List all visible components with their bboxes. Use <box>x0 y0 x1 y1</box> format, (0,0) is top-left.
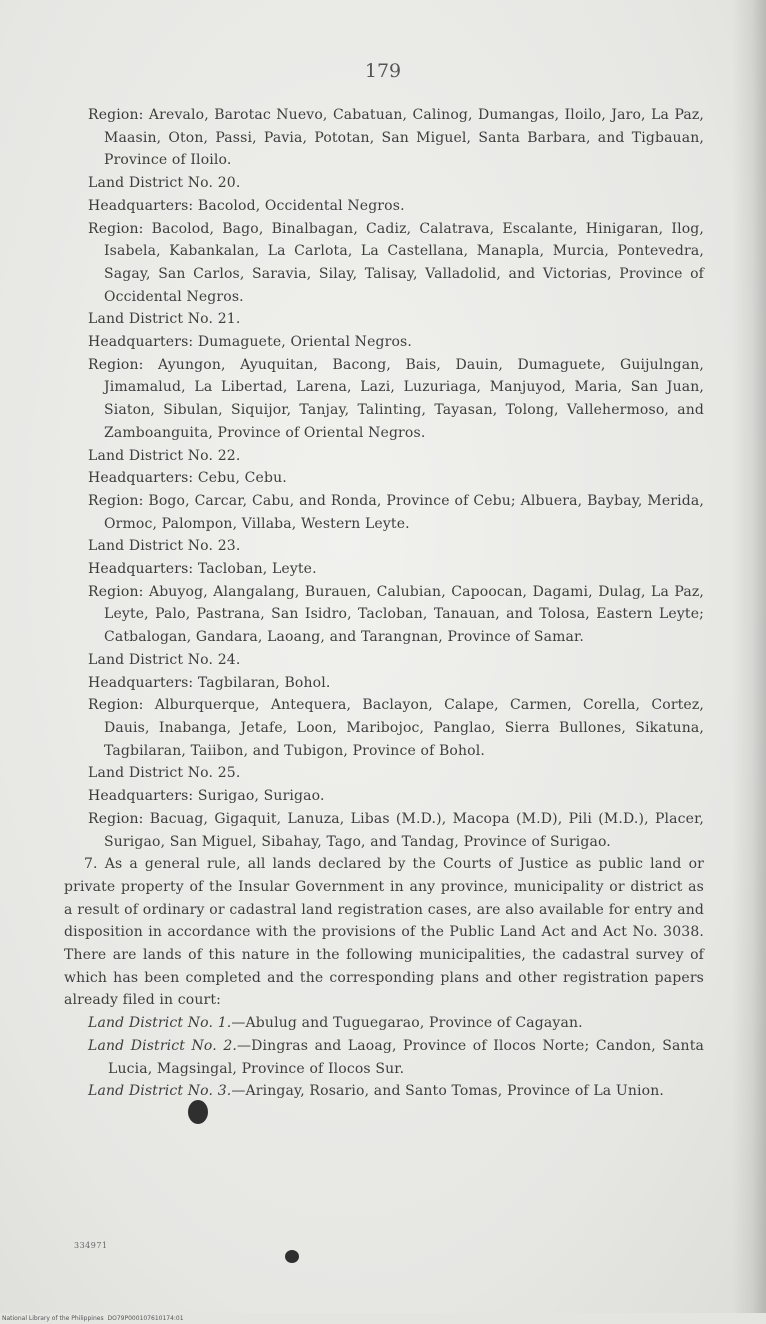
print-code: 334971 <box>74 1241 108 1250</box>
headquarters-entry <box>88 195 704 218</box>
region-label: Region: <box>88 697 144 714</box>
region-text: Alburquerque, Antequera, Baclayon, Calape, Carmen, Corella, Cortez, Dauis, Inabanga, Jetafe, Loon, Maribojoc, Panglao, Sierra Bullones, Sikatuna, Tagbilaran, Taiibon, and Tubigon, Province of Bohol. <box>104 697 704 759</box>
ink-blot <box>285 1250 299 1263</box>
page-number: 179 <box>364 60 402 82</box>
headquarters-text: Tagbilaran, Bohol. <box>197 674 331 691</box>
region-entry <box>88 354 704 445</box>
district-title: Land District No. 21. <box>88 311 241 328</box>
page-edge-shadow <box>732 0 766 1324</box>
cadastral-text: —Aringay, Rosario, and Santo Tomas, Province of La Union. <box>231 1083 664 1100</box>
headquarters-entry <box>88 331 704 354</box>
headquarters-label: Headquarters: <box>88 561 194 578</box>
headquarters-label: Headquarters: <box>88 470 194 487</box>
cadastral-district-label: Land District No. 1. <box>88 1015 232 1032</box>
region-text: Arevalo, Barotac Nuevo, Cabatuan, Calinog, Dumangas, Iloilo, Jaro, La Paz, Maasin, Oton, Passi, Pavia, Pototan, San Miguel, Santa Barbara, and Tigbauan, Province of Iloilo. <box>104 107 705 169</box>
footer-identifier: DO79P000107610174:01 <box>107 1315 184 1322</box>
headquarters-text: Bacolod, Occidental Negros. <box>197 197 405 214</box>
cadastral-entry <box>88 1012 704 1035</box>
region-entry <box>88 490 704 535</box>
region-label: Region: <box>88 492 144 509</box>
cadastral-text: —Abulug and Tuguegarao, Province of Cagayan. <box>231 1015 583 1032</box>
cadastral-entry <box>88 1035 704 1080</box>
region-label: Region: <box>88 810 144 827</box>
page-body <box>64 104 704 1103</box>
region-entry-district-19 <box>88 104 704 172</box>
footer-library: National Library of the Philippines <box>2 1315 104 1322</box>
region-text: Bacuag, Gigaquit, Lanuza, Libas (M.D.), Macopa (M.D), Pili (M.D.), Placer, Surigao, San Miguel, Sibahay, Tago, and Tandag, Province of Surigao. <box>104 810 704 850</box>
region-entry <box>88 694 704 762</box>
region-text: Bacolod, Bago, Binalbagan, Cadiz, Calatrava, Escalante, Hinigaran, Ilog, Isabela, Kabankalan, La Carlota, La Castellana, Manapla, Murcia, Pontevedra, Sagay, San Carlos, Saravia, Silay, Talisay, Valladolid, and Victorias, Province of Occidental Negros. <box>104 220 704 305</box>
district-title: Land District No. 23. <box>88 538 241 555</box>
headquarters-label: Headquarters: <box>88 788 194 805</box>
district-title: Land District No. 25. <box>88 765 241 782</box>
cadastral-text: —Dingras and Laoag, Province of Ilocos Norte; Candon, Santa Lucia, Magsingal, Province of Ilocos Sur. <box>108 1037 704 1077</box>
ink-blot <box>188 1100 208 1124</box>
region-label: Region: <box>88 220 144 237</box>
headquarters-entry <box>88 785 704 808</box>
region-entry <box>88 218 704 309</box>
region-text: Ayungon, Ayuquitan, Bacong, Bais, Dauin, Dumaguete, Guijulngan, Jimamalud, La Libertad, Larena, Lazi, Luzuriaga, Manjuyod, Maria, San Juan, Siaton, Sibulan, Siquijor, Tanjay, Talinting, Tayasan, Tolong, Vallehermoso, and Zamboanguita, Province of Oriental Negros. <box>104 356 705 441</box>
headquarters-entry <box>88 467 704 490</box>
scan-footer <box>0 1313 766 1324</box>
region-label: Region: <box>88 583 144 600</box>
region-label: Region: <box>88 107 144 123</box>
region-text: Bogo, Carcar, Cabu, and Ronda, Province of Cebu; Albuera, Baybay, Merida, Ormoc, Palompon, Villaba, Western Leyte. <box>104 492 704 532</box>
region-entry <box>88 808 704 853</box>
cadastral-district-label: Land District No. 3. <box>88 1083 232 1100</box>
headquarters-text: Dumaguete, Oriental Negros. <box>197 334 412 351</box>
headquarters-label: Headquarters: <box>88 334 194 351</box>
headquarters-entry <box>88 558 704 581</box>
headquarters-text: Cebu, Cebu. <box>197 470 287 487</box>
district-title: Land District No. 24. <box>88 651 241 668</box>
headquarters-entry <box>88 672 704 695</box>
cadastral-entry <box>88 1080 704 1103</box>
cadastral-district-label: Land District No. 2. <box>88 1037 237 1054</box>
region-entry <box>88 581 704 649</box>
headquarters-text: Tacloban, Leyte. <box>197 561 317 578</box>
headquarters-label: Headquarters: <box>88 197 194 214</box>
headquarters-text: Surigao, Surigao. <box>197 788 325 805</box>
district-title: Land District No. 22. <box>88 447 241 464</box>
region-label: Region: <box>88 356 144 373</box>
headquarters-label: Headquarters: <box>88 674 194 691</box>
paragraph-7: 7. As a general rule, all lands declared by the Courts of Justice as public land or private property of the Insular Government in any province, municipality or district as a result of ordinary or cadastral land registration cases, are also available for entry and disposition in accordance with the provisions of the Public Land Act and Act No. 3038. There are lands of this nature in the following municipalities, the cadastral survey of which has been completed and the corresponding plans and other registration papers already filed in court: <box>64 856 704 1009</box>
district-title: Land District No. 20. <box>88 175 241 192</box>
region-text: Abuyog, Alangalang, Burauen, Calubian, Capoocan, Dagami, Dulag, La Paz, Leyte, Palo, Pastrana, San Isidro, Tacloban, Tanauan, and Tolosa, Eastern Leyte; Catbalogan, Gandara, Laoang, and Tarangnan, Province of Samar. <box>104 583 704 646</box>
